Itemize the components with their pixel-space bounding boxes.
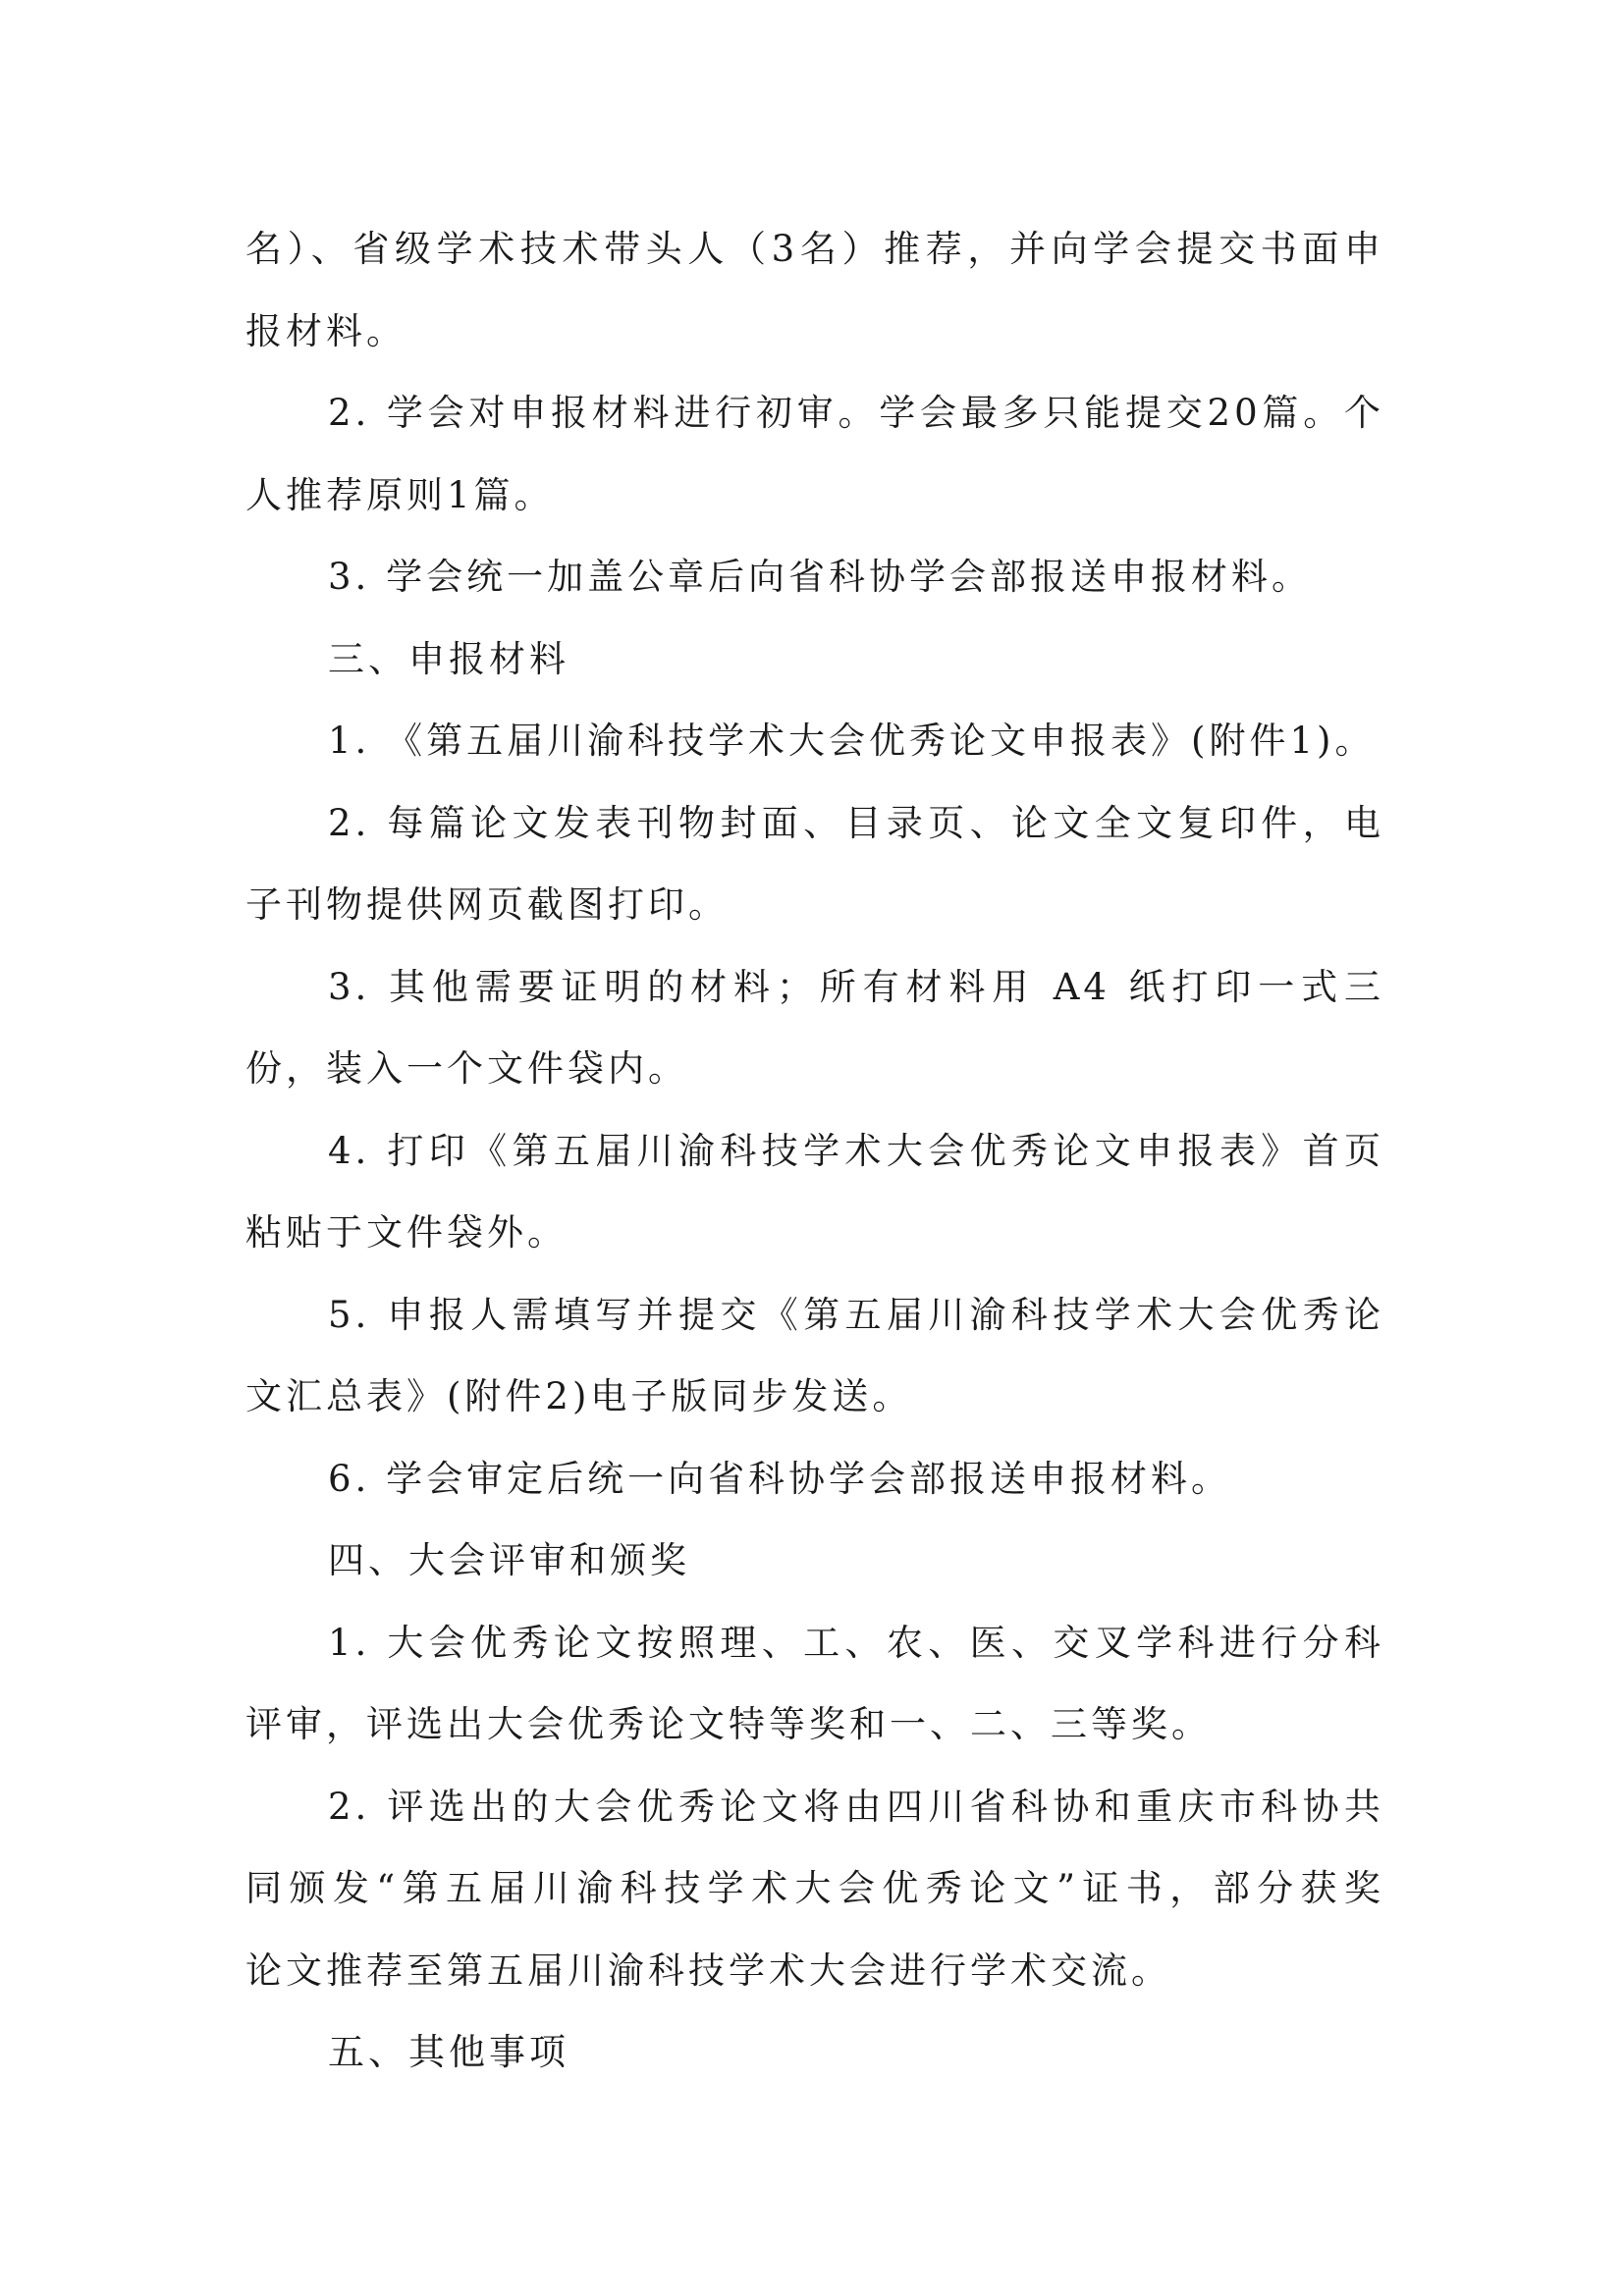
list-item-line: 1. 大会优秀论文按照理、工、农、医、交叉学科进行分科: [328, 1621, 1384, 1664]
document-body: [245, 208, 1384, 2094]
list-item-line: 5. 申报人需填写并提交《第五届川渝科技学术大会优秀论: [328, 1293, 1384, 1336]
section-heading: 三、申报材料: [328, 637, 569, 680]
paragraph-line: 人推荐原则1篇。: [245, 473, 555, 516]
paragraph-line: 粘贴于文件袋外。: [245, 1211, 568, 1254]
list-item-line: 1. 《第五届川渝科技学术大会优秀论文申报表》(附件1)。: [328, 720, 1376, 762]
paragraph-line: 报材料。: [245, 309, 406, 352]
section-heading: 四、大会评审和颁奖: [328, 1539, 690, 1581]
paragraph-line: 文汇总表》(附件2)电子版同步发送。: [245, 1375, 913, 1417]
paragraph-line: 论文推荐至第五届川渝科技学术大会进行学术交流。: [245, 1949, 1171, 1992]
list-item-line: 2. 评选出的大会优秀论文将由四川省科协和重庆市科协共: [328, 1785, 1384, 1828]
list-item-line: 2. 每篇论文发表刊物封面、目录页、论文全文复印件，电: [328, 801, 1384, 844]
list-item-line: 3. 学会统一加盖公章后向省科协学会部报送申报材料。: [328, 556, 1313, 598]
paragraph-line: 子刊物提供网页截图打印。: [245, 883, 729, 926]
list-item-line: 4. 打印《第五届川渝科技学术大会优秀论文申报表》首页: [328, 1129, 1384, 1172]
paragraph-line: 名）、省级学术技术带头人（3名）推荐，并向学会提交书面申: [245, 228, 1384, 270]
list-item-line: 6. 学会审定后统一向省科协学会部报送申报材料。: [328, 1457, 1232, 1500]
list-item-line: 2. 学会对申报材料进行初审。学会最多只能提交20篇。个: [328, 392, 1384, 434]
paragraph-line: 评审，评选出大会优秀论文特等奖和一、二、三等奖。: [245, 1703, 1212, 1745]
section-heading: 五、其他事项: [328, 2031, 569, 2073]
paragraph-line: 份，装入一个文件袋内。: [245, 1047, 688, 1090]
list-item-line: 3. 其他需要证明的材料；所有材料用 A4 纸打印一式三: [328, 965, 1384, 1008]
paragraph-line: 同颁发“第五届川渝科技学术大会优秀论文”证书，部分获奖: [245, 1867, 1384, 1909]
